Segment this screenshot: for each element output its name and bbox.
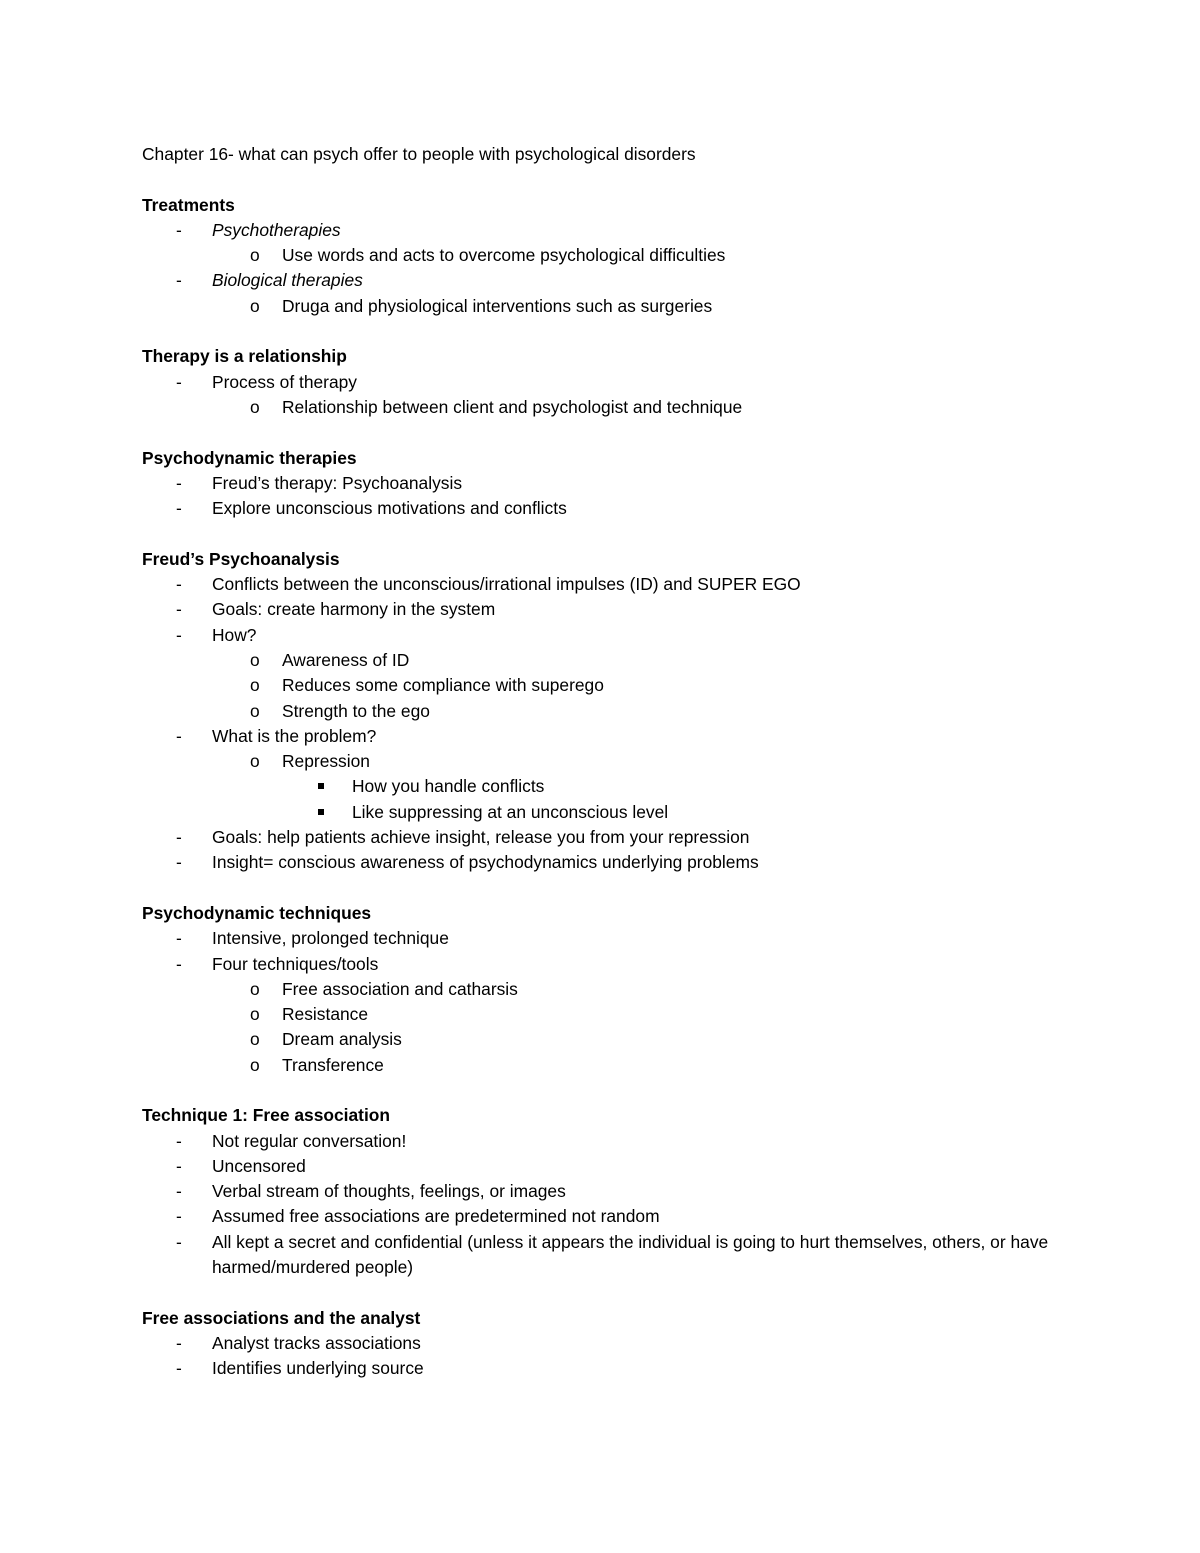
list-item [142,1331,1082,1356]
document-sections [142,167,1082,1381]
list-item-text: Biological therapies [212,270,363,291]
section-heading: Treatments [142,194,235,215]
list-item [142,1204,1082,1229]
blank-line [142,167,1082,192]
circle-bullet: o [250,675,260,696]
list-item [142,572,1082,597]
list-item-text: Like suppressing at an unconscious level [352,801,669,822]
list-item-text: Transference [282,1054,384,1075]
circle-bullet: o [250,700,260,721]
dash-bullet: - [176,270,182,291]
document-title: Chapter 16- what can psych offer to people with psychological disorders [142,144,696,164]
dash-bullet: - [176,1231,182,1252]
list-item-text: How? [212,624,257,645]
list-item [142,623,1082,648]
section-heading: Psychodynamic therapies [142,447,357,468]
dash-bullet: - [176,574,182,595]
list-item-text: Conflicts between the unconscious/irrational impulses (ID) and SUPER EGO [212,574,801,595]
sub-list-item [142,294,1082,319]
dash-bullet: - [176,599,182,620]
list-item-text: Four techniques/tools [212,953,379,974]
list-item [142,825,1082,850]
sub-list-item [142,648,1082,673]
list-item [142,471,1082,496]
list-item [142,850,1082,875]
dash-bullet: - [176,725,182,746]
dash-bullet: - [176,624,182,645]
dash-bullet: - [176,852,182,873]
square-bullet-icon [318,783,324,789]
section-heading: Therapy is a relationship [142,346,347,367]
dash-bullet: - [176,498,182,519]
blank-line [142,876,1082,901]
list-item-text: Not regular conversation! [212,1130,407,1151]
list-item-text: Dream analysis [282,1029,402,1050]
sub-list-item [142,395,1082,420]
section-heading: Psychodynamic techniques [142,902,372,923]
list-item-text: Verbal stream of thoughts, feelings, or images [212,1181,566,1202]
sub-list-item [142,673,1082,698]
blank-line [142,420,1082,445]
list-item-text: Goals: help patients achieve insight, release you from your repression [212,827,750,848]
list-item-text: Uncensored [212,1155,306,1176]
dash-bullet: - [176,953,182,974]
list-item [142,1129,1082,1154]
list-item-text: Strength to the ego [282,700,430,721]
sub-list-item [142,243,1082,268]
square-bullet-icon [318,809,324,815]
sub-list-item [142,1053,1082,1078]
list-item-text: What is the problem? [212,725,377,746]
circle-bullet: o [250,649,260,670]
sub-list-item [142,977,1082,1002]
blank-line [142,319,1082,344]
list-item [142,218,1082,243]
list-item [142,496,1082,521]
list-item-text: Free association and catharsis [282,978,518,999]
list-item-text: Relationship between client and psychologist and technique [282,396,743,417]
dash-bullet: - [176,928,182,949]
list-item [142,724,1082,749]
dash-bullet: - [176,1332,182,1353]
list-item-text: Explore unconscious motivations and conflicts [212,498,567,519]
list-item-text: Repression [282,751,370,772]
list-item [142,597,1082,622]
blank-line [142,521,1082,546]
list-item [142,1230,1082,1281]
list-item-text: Use words and acts to overcome psychological difficulties [282,245,726,266]
list-item [142,952,1082,977]
circle-bullet: o [250,396,260,417]
list-item-text: Intensive, prolonged technique [212,928,449,949]
dash-bullet: - [176,472,182,493]
dash-bullet: - [176,1358,182,1379]
list-item [142,370,1082,395]
list-item-text: How you handle conflicts [352,776,545,797]
list-item-text: Process of therapy [212,371,357,392]
dash-bullet: - [176,1130,182,1151]
list-item-text: Psychotherapies [212,219,341,240]
circle-bullet: o [250,978,260,999]
list-item-text: Resistance [282,1004,369,1025]
list-item-text: Druga and physiological interventions such as surgeries [282,295,713,316]
sub-list-item [142,1027,1082,1052]
list-item-text: All kept a secret and confidential (unless it appears the individual is going to hurt themselves, others, or have harmed/murdered people) [212,1231,1049,1278]
circle-bullet: o [250,1004,260,1025]
sub-list-item [142,699,1082,724]
list-item-text: Freud’s therapy: Psychoanalysis [212,472,463,493]
blank-line [142,1078,1082,1103]
list-item [142,1154,1082,1179]
sub-sub-list-item [142,774,1082,799]
blank-line [142,1280,1082,1305]
list-item-text: Insight= conscious awareness of psychodynamics underlying problems [212,852,759,873]
section-heading: Technique 1: Free association [142,1105,391,1126]
sub-list-item [142,749,1082,774]
list-item [142,926,1082,951]
list-item-text: Assumed free associations are predetermined not random [212,1206,660,1227]
sub-sub-list-item [142,800,1082,825]
list-item [142,268,1082,293]
section-heading: Free associations and the analyst [142,1307,421,1328]
dash-bullet: - [176,1206,182,1227]
circle-bullet: o [250,1054,260,1075]
list-item-text: Awareness of ID [282,649,410,670]
dash-bullet: - [176,219,182,240]
dash-bullet: - [176,827,182,848]
section-heading: Freud’s Psychoanalysis [142,548,340,569]
document-page [142,142,1082,1382]
circle-bullet: o [250,295,260,316]
list-item [142,1356,1082,1381]
list-item [142,1179,1082,1204]
list-item-text: Analyst tracks associations [212,1332,421,1353]
circle-bullet: o [250,245,260,266]
list-item-text: Reduces some compliance with superego [282,675,604,696]
circle-bullet: o [250,751,260,772]
sub-list-item [142,1002,1082,1027]
dash-bullet: - [176,1181,182,1202]
circle-bullet: o [250,1029,260,1050]
list-item-text: Goals: create harmony in the system [212,599,496,620]
list-item-text: Identifies underlying source [212,1358,424,1379]
dash-bullet: - [176,371,182,392]
dash-bullet: - [176,1155,182,1176]
